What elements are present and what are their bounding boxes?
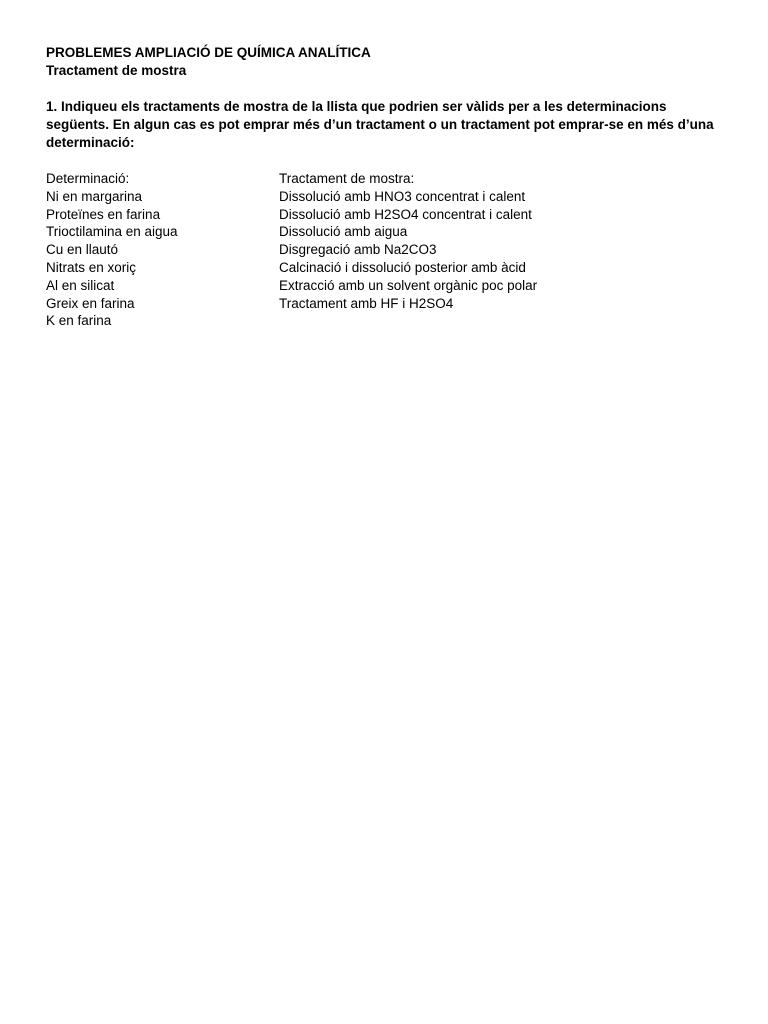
treatment-item: Dissolució amb aigua <box>279 224 408 240</box>
treatment-item: Dissolució amb H2SO4 concentrat i calent <box>279 206 532 222</box>
two-column-list <box>46 170 726 330</box>
document-title: PROBLEMES AMPLIACIÓ DE QUÍMICA ANALÍTICA <box>46 45 371 60</box>
determination-item: K en farina <box>46 313 112 329</box>
treatments-column <box>279 170 699 330</box>
document-subtitle: Tractament de mostra <box>46 63 187 78</box>
determinations-header: Determinació: <box>46 171 130 186</box>
treatment-item: Tractament amb HF i H2SO4 <box>279 295 454 311</box>
treatment-item: Extracció amb un solvent orgànic poc polar <box>279 277 538 293</box>
treatment-item: Calcinació i dissolució posterior amb àcid <box>279 259 526 275</box>
determination-item: Cu en llautó <box>46 242 119 258</box>
determination-item: Ni en margarina <box>46 188 143 204</box>
treatment-item: Disgregació amb Na2CO3 <box>279 242 437 258</box>
treatment-item: Dissolució amb HNO3 concentrat i calent <box>279 188 526 204</box>
treatments-header: Tractament de mostra: <box>279 171 415 186</box>
determinations-column <box>46 170 279 330</box>
question-text: 1. Indiqueu els tractaments de mostra de la llista que podrien ser vàlids per a les determinacions següents. En algun cas es pot emprar més d’un tractament o un tractament pot emprar-se en més d’una determinació: <box>46 99 714 150</box>
document-content <box>46 44 726 330</box>
determination-item: Trioctilamina en aigua <box>46 224 178 240</box>
determination-item: Proteïnes en farina <box>46 206 161 222</box>
determination-item: Al en silicat <box>46 277 115 293</box>
determination-item: Nitrats en xoriç <box>46 259 137 275</box>
determination-item: Greix en farina <box>46 295 135 311</box>
